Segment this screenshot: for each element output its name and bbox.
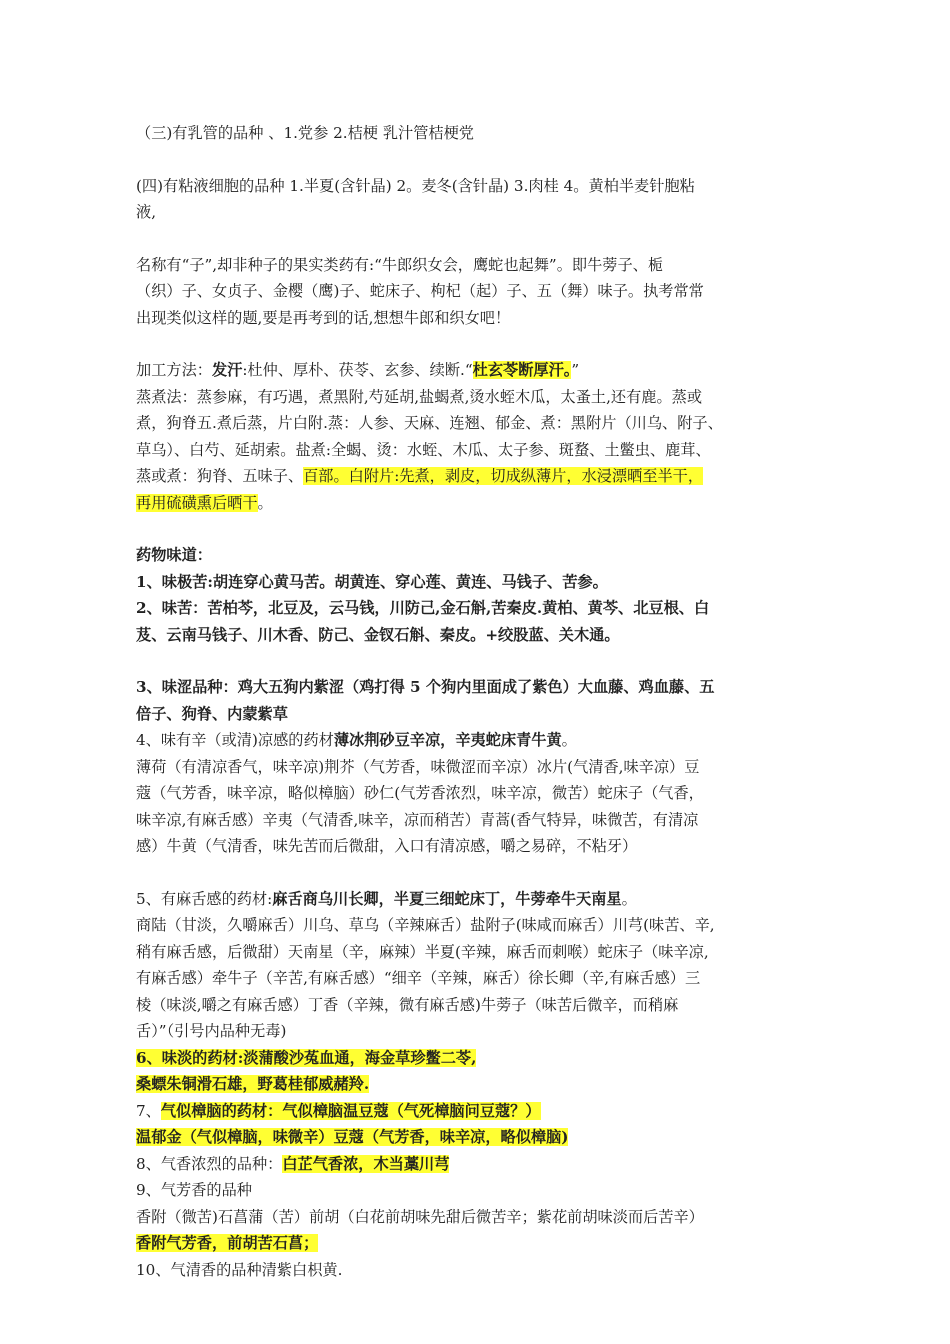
taste-1: 1、味极苦:胡连穿心黄马苦。胡黄连、穿心莲、黄连、马钱子、苦参。	[136, 572, 608, 591]
taste-6-line-2	[136, 1071, 776, 1098]
steam-line-5	[136, 490, 776, 517]
taste-5-line-1: 商陆（甘淡，久嚼麻舌）川乌、草乌（辛辣麻舌）盐附子(味咸而麻舌）川芎(味苦、辛,	[136, 916, 715, 934]
processing-sweat: 发汗	[211, 361, 243, 379]
taste-5-line-4: 棱（味淡,嚼之有麻舌感）丁香（辛辣，微有麻舌感)牛蒡子（味苦后微辛，而稍麻	[136, 995, 679, 1014]
steam-highlight-2: 再用硫磺熏后晒干	[136, 493, 258, 512]
taste-4-line-1: 薄荷（有清凉香气，味辛凉)荆芥（气芳香，味微涩而辛凉）冰片(气清香,味辛凉）豆	[136, 757, 700, 776]
processing-label: 加工方法：	[136, 361, 212, 379]
taste-9-heading: 9、气芳香的品种	[136, 1181, 252, 1199]
taste-3-line-2: 倍子、狗脊、内蒙紫草	[136, 704, 288, 723]
zi-line-2: （织）子、女贞子、金樱（鹰)子、蛇床子、枸杞（起）子、五（舞）味子。执考常常	[136, 282, 704, 300]
taste-8-highlight: 白芷气香浓，木当藁川芎	[282, 1154, 450, 1173]
taste-7-label: 7、	[136, 1101, 161, 1120]
taste-5-line-5: 舌）”（引号内品种无毒)	[136, 1022, 287, 1040]
steam-period: 。	[257, 493, 273, 512]
taste-8-label: 8、气香浓烈的品种：	[136, 1154, 283, 1173]
zi-line-3: 出现类似这样的题,要是再考到的话,想想牛郎和织女吧！	[136, 308, 511, 327]
processing-quote-end: ”	[571, 361, 580, 379]
taste-9-line-2	[136, 1230, 776, 1257]
taste-6-line-1	[136, 1045, 776, 1072]
section-3-text: （三)有乳管的品种 、1.党参 2.桔梗 乳汁管桔梗党	[136, 124, 474, 142]
taste-7-line-2	[136, 1124, 776, 1151]
taste-6-highlight-2: 桑螵朱铜滑石雄，野葛桂郁威赭羚.	[136, 1075, 370, 1093]
taste-4-line-4: 感）牛黄（气清香，味先苦而后微甜，入口有清凉感，嚼之易碎，不粘牙）	[136, 837, 638, 855]
taste-5-line-3: 有麻舌感）牵牛子（辛苦,有麻舌感）“细辛（辛辣，麻舌）徐长卿（辛,有麻舌感）三	[136, 969, 701, 987]
processing-mnemonic: 杜玄苓断厚汗。	[472, 361, 572, 379]
section-4-line-2: 液,	[136, 203, 157, 221]
taste-5-mnemonic: 麻舌商乌川长卿，半夏三细蛇床丁，牛蒡牵牛天南星	[272, 889, 622, 908]
steam-line-3: 草乌）、白芍、延胡索。盐煮:全蝎、烫：水蛭、木瓜、太子参、斑蝥、土鳖虫、鹿茸、	[136, 440, 711, 459]
taste-3-line-1: 3、味涩品种：鸡大五狗内紫涩（鸡打得 5 个狗内里面成了紫色）大血藤、鸡血藤、五	[136, 678, 715, 696]
taste-2-line-1: 2、味苦：苦柏芩，北豆及，云马钱，川防己,金石斛,苦秦皮.黄柏、黄芩、北豆根、白	[136, 599, 710, 617]
taste-4-label: 4、味有辛（或清)凉感的药材	[136, 731, 334, 749]
taste-5-line-2: 稍有麻舌感，后微甜）天南星（辛，麻辣）半夏(辛辣，麻舌而刺喉）蛇床子（味辛凉,	[136, 942, 709, 961]
document-page	[136, 120, 776, 1283]
taste-4-line-3: 味辛凉,有麻舌感）辛夷（气清香,味辛，凉而稍苦）青蒿(香气特异，味微苦，有清凉	[136, 810, 699, 829]
taste-4-mnemonic: 薄冰荆砂豆辛凉，辛夷蛇床青牛黄	[333, 731, 562, 749]
taste-6-highlight-1: 6、味淡的药材:淡蒲酸沙菟血通，海金草珍鳖二苓,	[136, 1048, 477, 1067]
section-4-line-1: (四)有粘液细胞的品种 1.半夏(含针晶) 2。麦冬(含针晶) 3.肉桂 4。黄柏半麦针胞粘	[136, 176, 695, 195]
taste-4-period: 。	[561, 731, 577, 749]
processing-list: :杜仲、厚朴、茯苓、玄参、续断.“	[242, 361, 473, 379]
taste-5-period: 。	[621, 889, 637, 908]
taste-4-heading	[136, 727, 776, 754]
taste-9-line-1: 香附（微苦)石菖蒲（苦）前胡（白花前胡味先甜后微苦辛；紫花前胡味淡而后苦辛）	[136, 1207, 704, 1226]
taste-4-line-2: 蔻（气芳香，味辛凉，略似樟脑）砂仁(气芳香浓烈，味辛凉，微苦）蛇床子（气香，	[136, 784, 704, 802]
processing-line-1	[136, 357, 776, 384]
taste-title: 药物味道：	[136, 546, 212, 564]
taste-9-highlight: 香附气芳香，前胡苦石菖；	[136, 1234, 319, 1252]
steam-line-2: 煮，狗脊五.煮后蒸，片白附.蒸：人参、天麻、连翘、郁金、煮：黑附片（川乌、附子、	[136, 414, 723, 432]
taste-2-line-2: 芨、云南马钱子、川木香、防己、金钗石斛、秦皮。+绞股蓝、关木通。	[136, 625, 620, 644]
taste-7-heading	[136, 1098, 776, 1125]
steam-line-1: 蒸煮法：蒸参麻，有巧遇，煮黑附,芍延胡,盐蝎煮,烫水蛭木瓜，太蚤土,还有鹿。蒸或	[136, 387, 703, 406]
zi-line-1: 名称有“子”,却非种子的果实类药有:“牛郎织女会，鹰蛇也起舞”。即牛蒡子、栀	[136, 255, 664, 274]
taste-7-highlight-2: 温郁金（气似樟脑，味微辛）豆蔻（气芳香，味辛凉，略似樟脑)	[136, 1128, 569, 1146]
steam-plain: 蒸或煮：狗脊、五味子、	[136, 467, 304, 485]
steam-highlight: 百部。白附片:先煮，剥皮，切成纵薄片，水浸漂晒至半干，	[303, 467, 704, 485]
steam-line-4	[136, 463, 776, 490]
taste-8-heading	[136, 1151, 776, 1178]
taste-7-highlight: 气似樟脑的药材：气似樟脑温豆蔻（气死樟脑问豆蔻？）	[160, 1101, 541, 1120]
taste-10-heading: 10、气清香的品种清紫白枳黄.	[136, 1260, 343, 1279]
taste-5-heading	[136, 886, 776, 913]
taste-5-label: 5、有麻舌感的药材:	[136, 889, 273, 908]
